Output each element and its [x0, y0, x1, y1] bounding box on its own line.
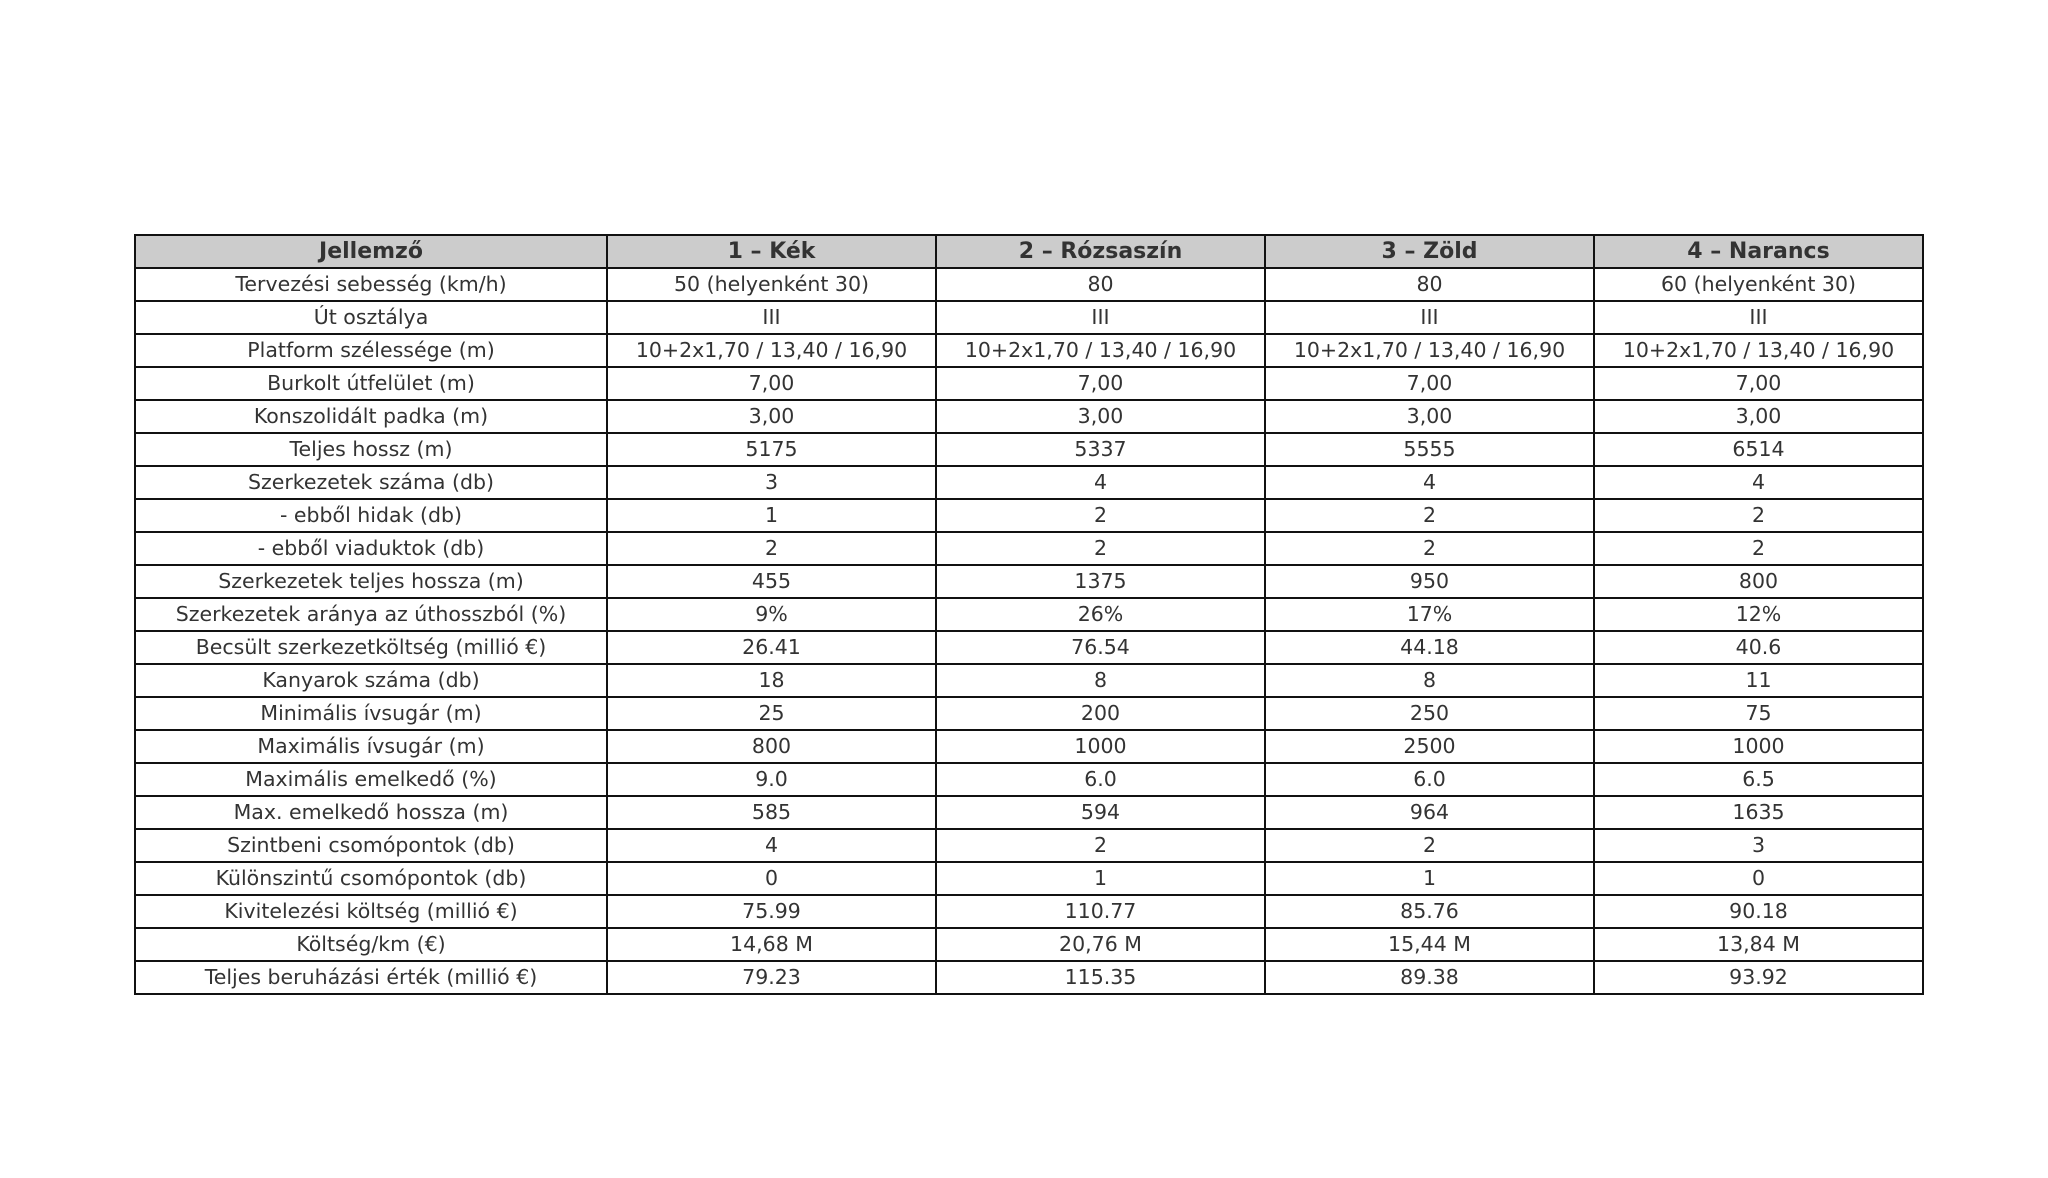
- row-label-cell: Teljes beruházási érték (millió €): [135, 961, 607, 994]
- route-4-cell: 6.5: [1594, 763, 1923, 796]
- row-label-cell: Minimális ívsugár (m): [135, 697, 607, 730]
- table-row: [135, 400, 1923, 433]
- route-1-cell: 455: [607, 565, 936, 598]
- row-label-cell: Tervezési sebesség (km/h): [135, 268, 607, 301]
- header-cell-route-2: 2 – Rózsaszín: [936, 235, 1265, 268]
- route-2-cell: 6.0: [936, 763, 1265, 796]
- route-3-cell: 250: [1265, 697, 1594, 730]
- route-2-cell: III: [936, 301, 1265, 334]
- row-label-cell: Teljes hossz (m): [135, 433, 607, 466]
- route-4-cell: 800: [1594, 565, 1923, 598]
- table-row: [135, 301, 1923, 334]
- row-label-cell: Költség/km (€): [135, 928, 607, 961]
- row-label-cell: Szerkezetek száma (db): [135, 466, 607, 499]
- table-row: [135, 367, 1923, 400]
- route-1-cell: 800: [607, 730, 936, 763]
- route-4-cell: 4: [1594, 466, 1923, 499]
- route-1-cell: 2: [607, 532, 936, 565]
- row-label-cell: Különszintű csomópontok (db): [135, 862, 607, 895]
- route-4-cell: 11: [1594, 664, 1923, 697]
- route-4-cell: 93.92: [1594, 961, 1923, 994]
- route-1-cell: 5175: [607, 433, 936, 466]
- route-3-cell: 2: [1265, 829, 1594, 862]
- route-4-cell: 3,00: [1594, 400, 1923, 433]
- route-3-cell: 44.18: [1265, 631, 1594, 664]
- route-2-cell: 1000: [936, 730, 1265, 763]
- table-row: [135, 466, 1923, 499]
- route-3-cell: 964: [1265, 796, 1594, 829]
- row-label-cell: - ebből viaduktok (db): [135, 532, 607, 565]
- route-2-cell: 2: [936, 499, 1265, 532]
- route-1-cell: 18: [607, 664, 936, 697]
- row-label-cell: Konszolidált padka (m): [135, 400, 607, 433]
- route-2-cell: 1375: [936, 565, 1265, 598]
- route-2-cell: 10+2x1,70 / 13,40 / 16,90: [936, 334, 1265, 367]
- table-row: [135, 961, 1923, 994]
- route-1-cell: 4: [607, 829, 936, 862]
- table-header-row: [135, 235, 1923, 268]
- route-4-cell: 13,84 M: [1594, 928, 1923, 961]
- row-label-cell: Maximális ívsugár (m): [135, 730, 607, 763]
- route-4-cell: 0: [1594, 862, 1923, 895]
- row-label-cell: Burkolt útfelület (m): [135, 367, 607, 400]
- table-row: [135, 862, 1923, 895]
- header-cell-route-1: 1 – Kék: [607, 235, 936, 268]
- row-label-cell: Becsült szerkezetköltség (millió €): [135, 631, 607, 664]
- route-3-cell: 950: [1265, 565, 1594, 598]
- route-2-cell: 2: [936, 532, 1265, 565]
- row-label-cell: Út osztálya: [135, 301, 607, 334]
- row-label-cell: - ebből hidak (db): [135, 499, 607, 532]
- header-cell-feature: Jellemző: [135, 235, 607, 268]
- route-4-cell: 1000: [1594, 730, 1923, 763]
- route-2-cell: 8: [936, 664, 1265, 697]
- route-3-cell: 2: [1265, 532, 1594, 565]
- route-2-cell: 26%: [936, 598, 1265, 631]
- route-4-cell: 1635: [1594, 796, 1923, 829]
- route-1-cell: 75.99: [607, 895, 936, 928]
- header-cell-route-4: 4 – Narancs: [1594, 235, 1923, 268]
- route-1-cell: 25: [607, 697, 936, 730]
- table-row: [135, 598, 1923, 631]
- row-label-cell: Szerkezetek aránya az úthosszból (%): [135, 598, 607, 631]
- route-3-cell: 7,00: [1265, 367, 1594, 400]
- table-row: [135, 499, 1923, 532]
- route-1-cell: 14,68 M: [607, 928, 936, 961]
- row-label-cell: Max. emelkedő hossza (m): [135, 796, 607, 829]
- row-label-cell: Szintbeni csomópontok (db): [135, 829, 607, 862]
- route-1-cell: 585: [607, 796, 936, 829]
- table-body: [135, 268, 1923, 994]
- table-row: [135, 268, 1923, 301]
- route-comparison-table: [134, 234, 1924, 995]
- route-4-cell: 6514: [1594, 433, 1923, 466]
- route-4-cell: III: [1594, 301, 1923, 334]
- row-label-cell: Platform szélessége (m): [135, 334, 607, 367]
- table-row: [135, 532, 1923, 565]
- route-2-cell: 594: [936, 796, 1265, 829]
- route-3-cell: 6.0: [1265, 763, 1594, 796]
- table-row: [135, 433, 1923, 466]
- route-3-cell: 3,00: [1265, 400, 1594, 433]
- route-3-cell: 17%: [1265, 598, 1594, 631]
- route-1-cell: 3: [607, 466, 936, 499]
- table-row: [135, 730, 1923, 763]
- route-2-cell: 7,00: [936, 367, 1265, 400]
- route-4-cell: 10+2x1,70 / 13,40 / 16,90: [1594, 334, 1923, 367]
- route-3-cell: 5555: [1265, 433, 1594, 466]
- route-4-cell: 75: [1594, 697, 1923, 730]
- route-2-cell: 5337: [936, 433, 1265, 466]
- route-1-cell: 7,00: [607, 367, 936, 400]
- table-row: [135, 697, 1923, 730]
- header-cell-route-3: 3 – Zöld: [1265, 235, 1594, 268]
- row-label-cell: Kivitelezési költség (millió €): [135, 895, 607, 928]
- route-1-cell: 79.23: [607, 961, 936, 994]
- route-4-cell: 60 (helyenként 30): [1594, 268, 1923, 301]
- route-1-cell: 3,00: [607, 400, 936, 433]
- route-3-cell: 89.38: [1265, 961, 1594, 994]
- route-3-cell: 2500: [1265, 730, 1594, 763]
- route-4-cell: 90.18: [1594, 895, 1923, 928]
- route-2-cell: 80: [936, 268, 1265, 301]
- route-4-cell: 2: [1594, 499, 1923, 532]
- route-3-cell: 85.76: [1265, 895, 1594, 928]
- route-2-cell: 76.54: [936, 631, 1265, 664]
- route-2-cell: 200: [936, 697, 1265, 730]
- route-3-cell: 4: [1265, 466, 1594, 499]
- table-row: [135, 796, 1923, 829]
- table-row: [135, 763, 1923, 796]
- route-1-cell: 10+2x1,70 / 13,40 / 16,90: [607, 334, 936, 367]
- table-row: [135, 664, 1923, 697]
- route-1-cell: III: [607, 301, 936, 334]
- route-2-cell: 110.77: [936, 895, 1265, 928]
- route-3-cell: 1: [1265, 862, 1594, 895]
- table-row: [135, 334, 1923, 367]
- table-row: [135, 928, 1923, 961]
- table-row: [135, 829, 1923, 862]
- route-2-cell: 4: [936, 466, 1265, 499]
- route-2-cell: 20,76 M: [936, 928, 1265, 961]
- route-3-cell: 10+2x1,70 / 13,40 / 16,90: [1265, 334, 1594, 367]
- route-3-cell: 8: [1265, 664, 1594, 697]
- route-1-cell: 50 (helyenként 30): [607, 268, 936, 301]
- route-1-cell: 9%: [607, 598, 936, 631]
- row-label-cell: Maximális emelkedő (%): [135, 763, 607, 796]
- row-label-cell: Kanyarok száma (db): [135, 664, 607, 697]
- route-1-cell: 0: [607, 862, 936, 895]
- row-label-cell: Szerkezetek teljes hossza (m): [135, 565, 607, 598]
- route-2-cell: 1: [936, 862, 1265, 895]
- route-1-cell: 26.41: [607, 631, 936, 664]
- table-row: [135, 895, 1923, 928]
- route-4-cell: 3: [1594, 829, 1923, 862]
- route-4-cell: 2: [1594, 532, 1923, 565]
- route-1-cell: 1: [607, 499, 936, 532]
- route-3-cell: 2: [1265, 499, 1594, 532]
- route-4-cell: 40.6: [1594, 631, 1923, 664]
- table-row: [135, 631, 1923, 664]
- table-row: [135, 565, 1923, 598]
- route-2-cell: 2: [936, 829, 1265, 862]
- route-3-cell: III: [1265, 301, 1594, 334]
- route-1-cell: 9.0: [607, 763, 936, 796]
- route-3-cell: 15,44 M: [1265, 928, 1594, 961]
- route-2-cell: 115.35: [936, 961, 1265, 994]
- route-2-cell: 3,00: [936, 400, 1265, 433]
- route-4-cell: 7,00: [1594, 367, 1923, 400]
- route-4-cell: 12%: [1594, 598, 1923, 631]
- route-3-cell: 80: [1265, 268, 1594, 301]
